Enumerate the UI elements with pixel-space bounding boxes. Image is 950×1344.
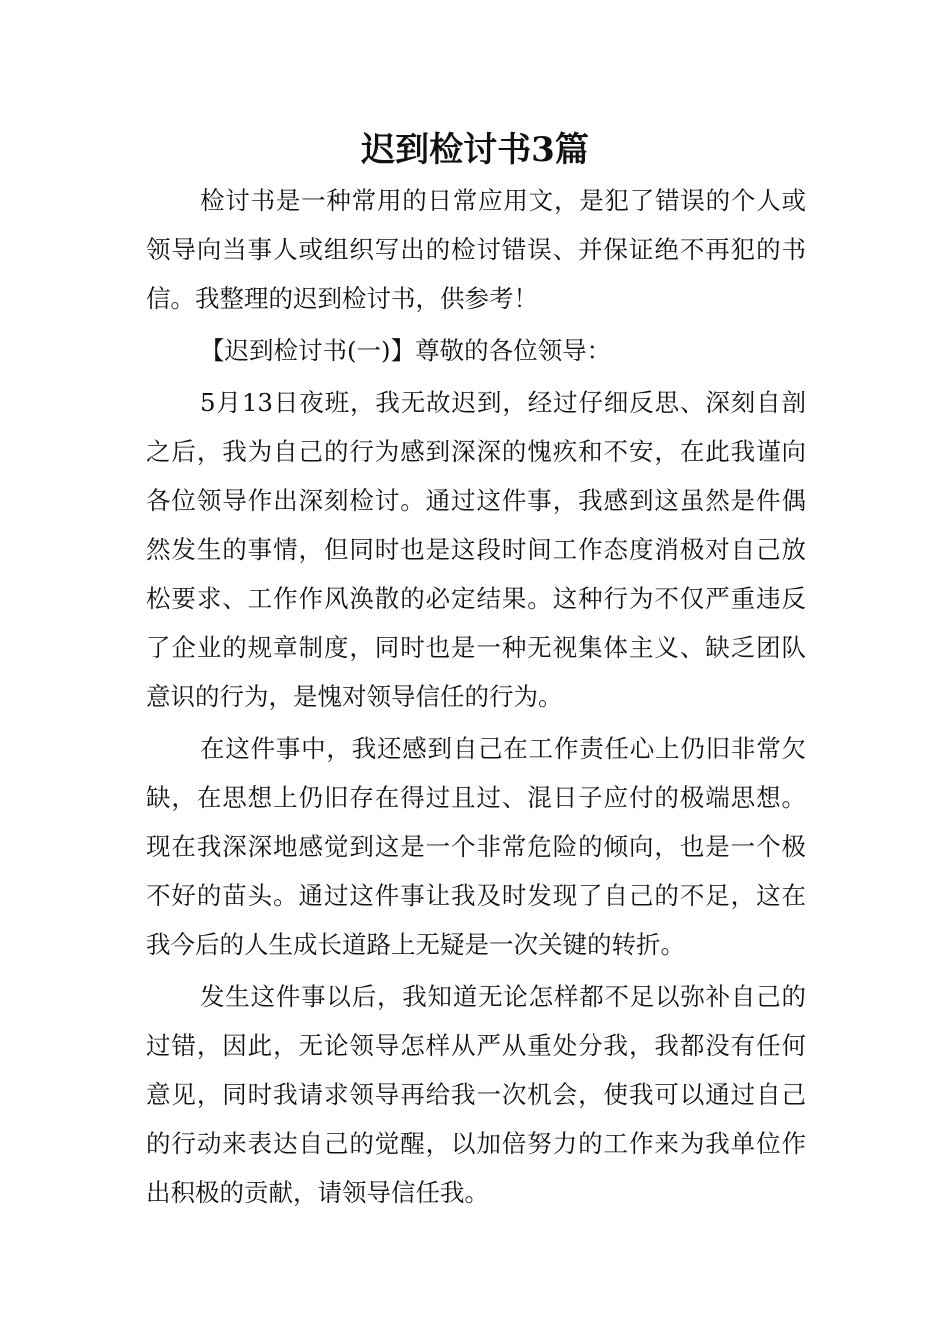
section-heading-paragraph: 【迟到检讨书(一)】尊敬的各位领导： [200, 336, 612, 365]
body-paragraph: 5月13日夜班，我无故迟到，经过仔细反思、深刻自剖之后，我为自己的行为感到深深的愧疚和不安，在此我谨向各位领导作出深刻检讨。通过这件事，我感到这虽然是件偶然发生的事情，但同时也是这段时间工作态度消极对自己放松要求、工作作风涣散的必定结果。这种行为不仅严重违反了企业的规章制度，同时也是一种无视集体主义、缺乏团队意识的行为，是愧对领导信任的行为。 [146, 388, 806, 711]
intro-paragraph: 检讨书是一种常用的日常应用文，是犯了错误的个人或领导向当事人或组织写出的检讨错误、并保证绝不再犯的书信。我整理的迟到检讨书，供参考！ [146, 186, 806, 313]
body-paragraph: 在这件事中，我还感到自己在工作责任心上仍旧非常欠缺，在思想上仍旧存在得过且过、混日子应付的极端思想。现在我深深地感觉到这是一个非常危险的倾向，也是一个极不好的苗头。通过这件事让我及时发现了自己的不足，这在我今后的人生成长道路上无疑是一次关键的转折。 [146, 734, 806, 959]
document-title: 迟到检讨书3篇 [361, 130, 589, 170]
document-body [146, 176, 806, 1217]
body-paragraph: 发生这件事以后，我知道无论怎样都不足以弥补自己的过错，因此，无论领导怎样从严从重处分我，我都没有任何意见，同时我请求领导再给我一次机会，使我可以通过自己的行动来表达自己的觉醒，以加倍努力的工作来为我单位作出积极的贡献，请领导信任我。 [146, 982, 806, 1207]
